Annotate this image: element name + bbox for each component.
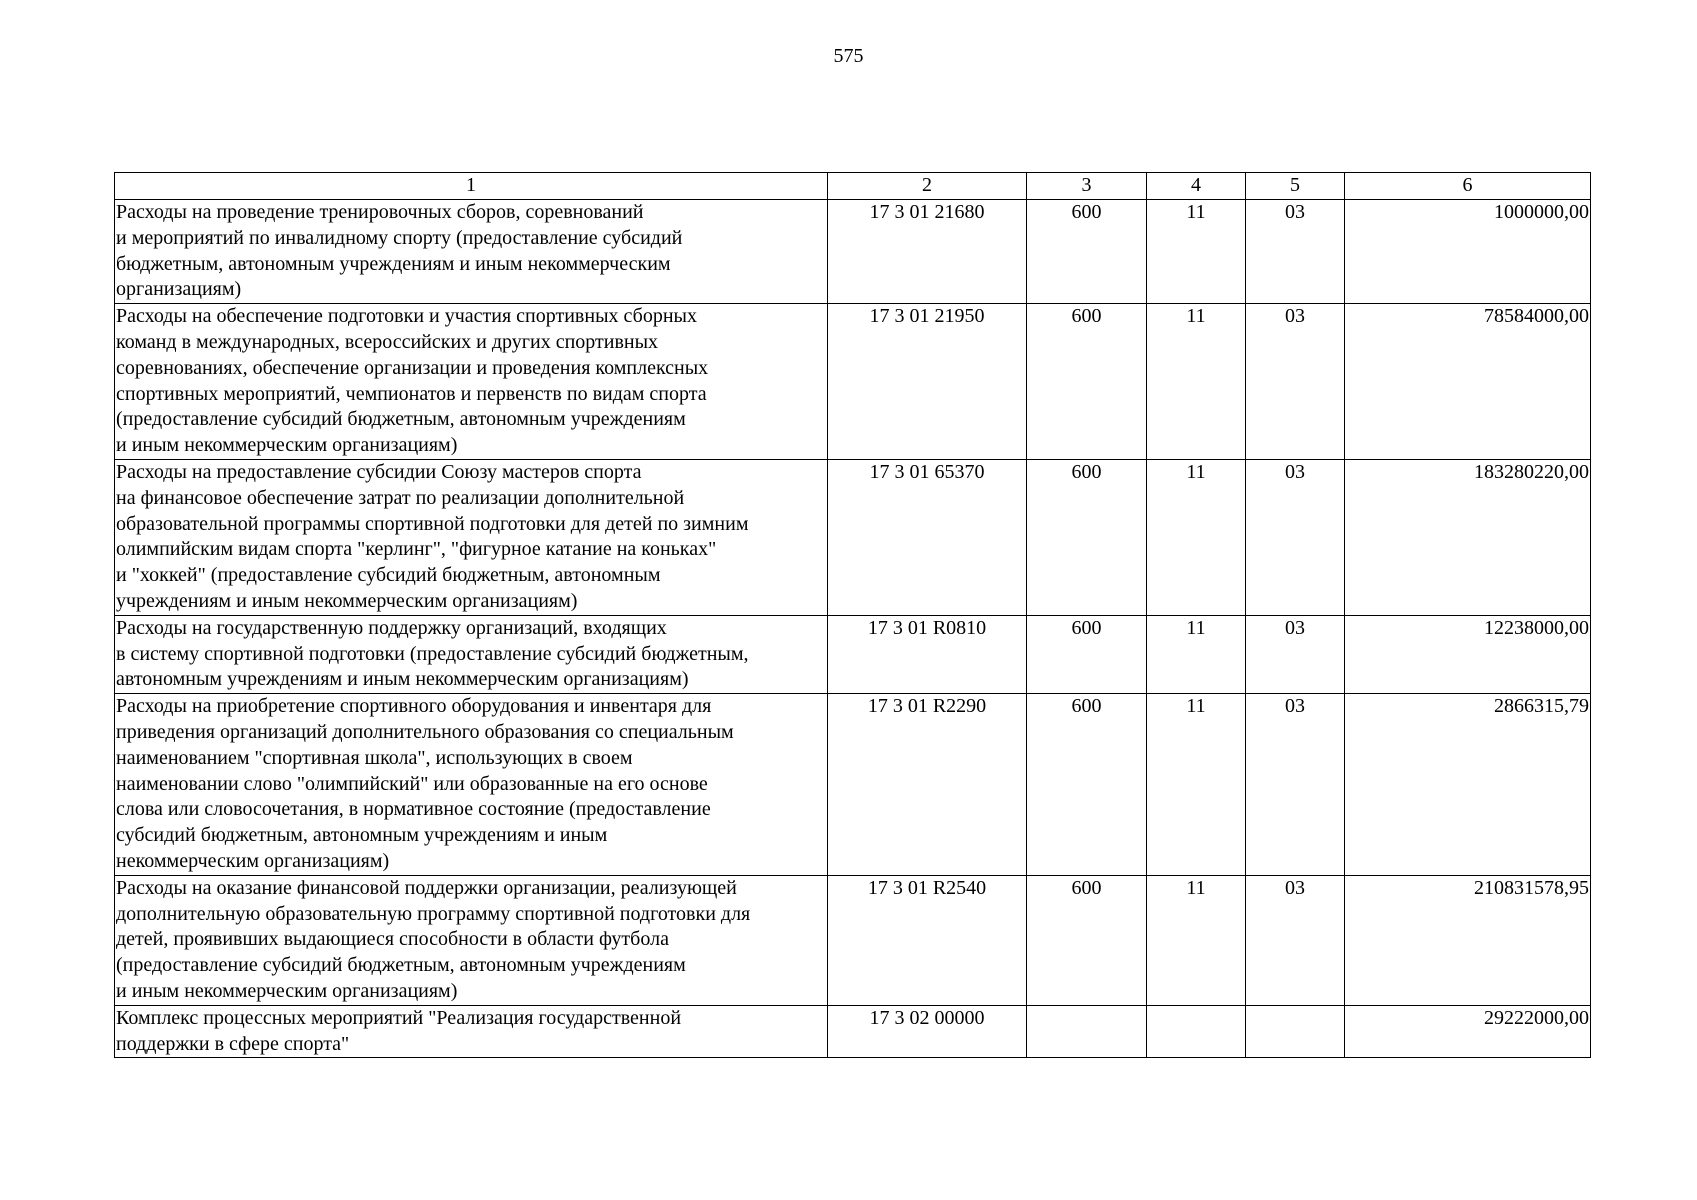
row-amount: 2866315,79 — [1345, 694, 1591, 876]
row-col3: 600 — [1027, 615, 1147, 693]
row-col3 — [1027, 1005, 1147, 1058]
row-description: Комплекс процессных мероприятий "Реализация государственной поддержки в сфере спорта" — [115, 1005, 828, 1058]
row-code: 17 3 01 R2290 — [828, 694, 1027, 876]
row-description: Расходы на предоставление субсидии Союзу мастеров спорта на финансовое обеспечение затрат по реализации дополнительной образовательной программы спортивной подготовки для детей по зимним олимпийским видам спорта "керлинг", "фигурное катание на коньках" и "хоккей" (предоставление субсидий бюджетным, автономным учреждениям и иным некоммерческим организациям) — [115, 459, 828, 615]
row-col4: 11 — [1147, 304, 1246, 460]
row-col4: 11 — [1147, 694, 1246, 876]
row-col4 — [1147, 1005, 1246, 1058]
table-row — [115, 694, 1591, 876]
row-col4: 11 — [1147, 615, 1246, 693]
page-number: 575 — [833, 45, 864, 67]
row-col4: 11 — [1147, 875, 1246, 1005]
row-code: 17 3 02 00000 — [828, 1005, 1027, 1058]
header-cell-5: 5 — [1246, 173, 1345, 200]
row-col5: 03 — [1246, 459, 1345, 615]
table-row — [115, 615, 1591, 693]
header-cell-4: 4 — [1147, 173, 1246, 200]
table-row — [115, 459, 1591, 615]
table-row — [115, 1005, 1591, 1058]
table-row — [115, 200, 1591, 304]
row-code: 17 3 01 R0810 — [828, 615, 1027, 693]
header-cell-3: 3 — [1027, 173, 1147, 200]
row-description: Расходы на оказание финансовой поддержки организации, реализующей дополнительную образовательную программу спортивной подготовки для детей, проявивших выдающиеся способности в области футбола (предоставление субсидий бюджетным, автономным учреждениям и иным некоммерческим организациям) — [115, 875, 828, 1005]
row-amount: 78584000,00 — [1345, 304, 1591, 460]
row-col3: 600 — [1027, 459, 1147, 615]
header-cell-6: 6 — [1345, 173, 1591, 200]
row-col5 — [1246, 1005, 1345, 1058]
row-col5: 03 — [1246, 304, 1345, 460]
row-col4: 11 — [1147, 459, 1246, 615]
row-col5: 03 — [1246, 200, 1345, 304]
row-amount: 210831578,95 — [1345, 875, 1591, 1005]
row-col3: 600 — [1027, 694, 1147, 876]
row-col3: 600 — [1027, 200, 1147, 304]
row-code: 17 3 01 65370 — [828, 459, 1027, 615]
row-description: Расходы на проведение тренировочных сборов, соревнований и мероприятий по инвалидному спорту (предоставление субсидий бюджетным, автономным учреждениям и иным некоммерческим организациям) — [115, 200, 828, 304]
row-col3: 600 — [1027, 304, 1147, 460]
row-amount: 1000000,00 — [1345, 200, 1591, 304]
header-cell-2: 2 — [828, 173, 1027, 200]
row-col5: 03 — [1246, 875, 1345, 1005]
row-col5: 03 — [1246, 694, 1345, 876]
table-header-row — [115, 173, 1591, 200]
row-amount: 183280220,00 — [1345, 459, 1591, 615]
row-col3: 600 — [1027, 875, 1147, 1005]
row-col5: 03 — [1246, 615, 1345, 693]
row-amount: 29222000,00 — [1345, 1005, 1591, 1058]
row-description: Расходы на обеспечение подготовки и участия спортивных сборных команд в международных, всероссийских и других спортивных соревнованиях, обеспечение организации и проведения комплексных спортивных мероприятий, чемпионатов и первенств по видам спорта (предоставление субсидий бюджетным, автономным учреждениям и иным некоммерческим организациям) — [115, 304, 828, 460]
table-row — [115, 304, 1591, 460]
row-code: 17 3 01 21950 — [828, 304, 1027, 460]
row-description: Расходы на приобретение спортивного оборудования и инвентаря для приведения организаций дополнительного образования со специальным наименованием "спортивная школа", использующих в своем наименовании слово "олимпийский" или образованные на его основе слова или словосочетания, в нормативное состояние (предоставление субсидий бюджетным, автономным учреждениям и иным некоммерческим организациям) — [115, 694, 828, 876]
row-description: Расходы на государственную поддержку организаций, входящих в систему спортивной подготовки (предоставление субсидий бюджетным, автономным учреждениям и иным некоммерческим организациям) — [115, 615, 828, 693]
row-code: 17 3 01 R2540 — [828, 875, 1027, 1005]
table-row — [115, 875, 1591, 1005]
header-cell-1: 1 — [115, 173, 828, 200]
row-code: 17 3 01 21680 — [828, 200, 1027, 304]
row-col4: 11 — [1147, 200, 1246, 304]
row-amount: 12238000,00 — [1345, 615, 1591, 693]
budget-table — [114, 172, 1591, 1058]
